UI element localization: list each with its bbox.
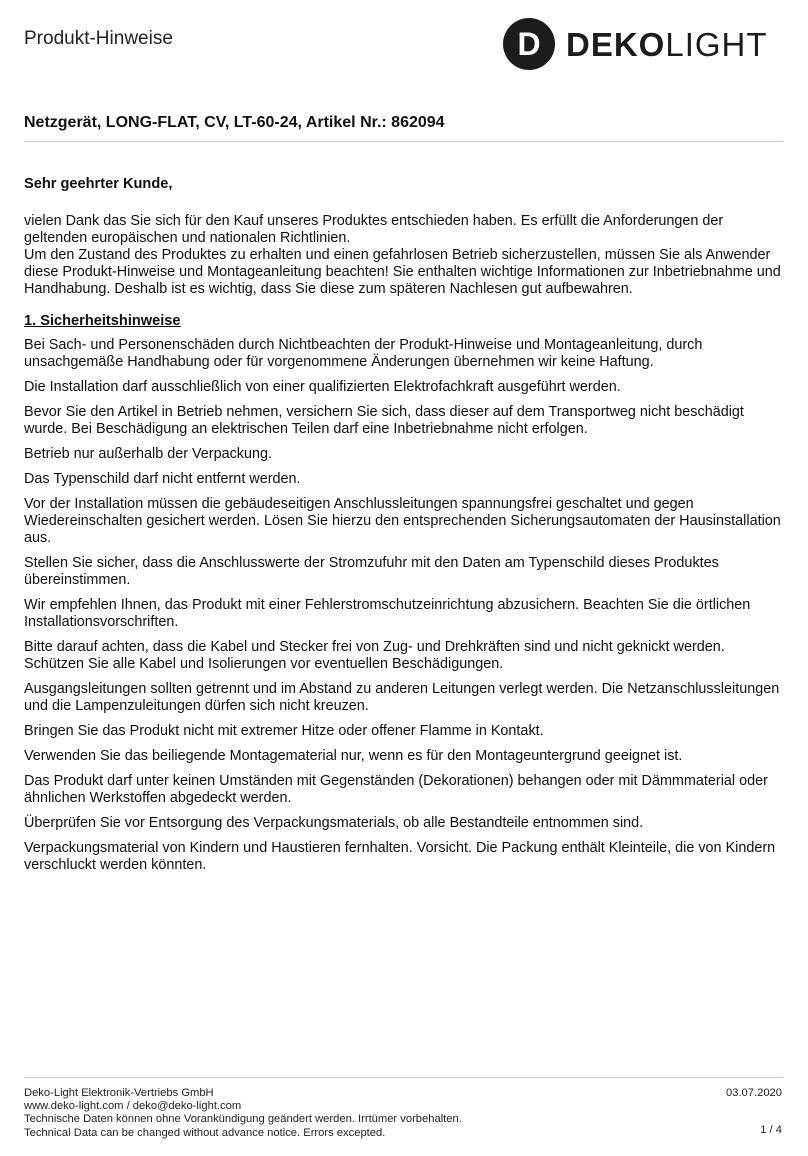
header-divider bbox=[24, 141, 783, 142]
safety-paragraph: Bitte darauf achten, dass die Kabel und Stecker frei von Zug- und Drehkräften sind und nicht geknickt werden. Schützen Sie alle Kabel und Isolierungen vor eventuellen Beschädigungen. bbox=[24, 639, 725, 672]
greeting: Sehr geehrter Kunde, bbox=[24, 176, 173, 192]
safety-paragraph: Verpackungsmaterial von Kindern und Haustieren fernhalten. Vorsicht. Die Packung enthält Kleinteile, die von Kindern verschluckt werden könnten. bbox=[24, 840, 776, 873]
intro-paragraph: vielen Dank das Sie sich für den Kauf unseres Produktes entschieden haben. Es erfüllt die Anforderungen der geltenden europäischen und nationalen Richtlinien. Um den Zustand des Produktes zu erhalten und einen gefahrlosen Betrieb sicherzustellen, müssen Sie als Anwender diese Produkt-Hinweise und Montageanleitung beachten! Sie enthalten wichtige Informationen zur Inbetriebnahme und Handhabung. Deshalb ist es wichtig, dass Sie diese zum späteren Nachlesen gut aufbewahren. bbox=[24, 213, 781, 297]
logo-wordmark-bold: DEKO bbox=[566, 25, 666, 63]
page-number: 1 / 4 bbox=[760, 1124, 782, 1136]
safety-paragraph: Betrieb nur außerhalb der Verpackung. bbox=[24, 446, 272, 462]
logo-letter: D bbox=[517, 26, 541, 62]
safety-paragraph: Überprüfen Sie vor Entsorgung des Verpackungsmaterials, ob alle Bestandteile entnommen sind. bbox=[24, 815, 644, 831]
logo-wordmark-light: LIGHT bbox=[665, 25, 768, 63]
product-title: Netzgerät, LONG-FLAT, CV, LT-60-24, Artikel Nr.: 862094 bbox=[24, 114, 445, 131]
footer-company: Deko-Light Elektronik-Vertriebs GmbH bbox=[24, 1087, 214, 1099]
logo-wordmark bbox=[566, 25, 768, 63]
brand-logo bbox=[502, 16, 784, 72]
section-heading-safety: 1. Sicherheitshinweise bbox=[24, 313, 181, 329]
safety-paragraph: Die Installation darf ausschließlich von einer qualifizierten Elektrofachkraft ausgeführt werden. bbox=[24, 379, 621, 395]
safety-paragraph-list bbox=[24, 337, 786, 874]
document-type-title: Produkt-Hinweise bbox=[24, 28, 173, 49]
document-body bbox=[24, 176, 786, 882]
safety-paragraph: Bei Sach- und Personenschäden durch Nichtbeachten der Produkt-Hinweise und Montageanleitung, durch unsachgemäße Handhabung oder für vorgenommene Änderungen übernehmen wir keine Haftung. bbox=[24, 337, 703, 370]
safety-paragraph: Das Typenschild darf nicht entfernt werden. bbox=[24, 471, 301, 487]
safety-paragraph: Verwenden Sie das beiliegende Montagematerial nur, wenn es für den Montageuntergrund geeignet ist. bbox=[24, 748, 683, 764]
safety-paragraph: Ausgangsleitungen sollten getrennt und im Abstand zu anderen Leitungen verlegt werden. Die Netzanschlussleitungen und die Lampenzuleitungen dürfen sich nicht kreuzen. bbox=[24, 681, 780, 714]
footer-divider bbox=[24, 1077, 783, 1078]
footer-info bbox=[24, 1087, 564, 1140]
safety-paragraph: Stellen Sie sicher, dass die Anschlusswerte der Stromzufuhr mit den Daten am Typenschild dieses Produktes übereinstimmen. bbox=[24, 555, 719, 588]
safety-paragraph: Wir empfehlen Ihnen, das Produkt mit einer Fehlerstromschutzeinrichtung abzusichern. Beachten Sie die örtlichen Installationsvorschriften. bbox=[24, 597, 751, 630]
safety-paragraph: Das Produkt darf unter keinen Umständen mit Gegenständen (Dekorationen) behangen oder mit Dämmmaterial oder ähnlichen Werkstoffen abgedeckt werden. bbox=[24, 773, 768, 806]
safety-paragraph: Bevor Sie den Artikel in Betrieb nehmen, versichern Sie sich, dass dieser auf dem Transportweg nicht beschädigt wurde. Bei Beschädigung an elektrischen Teilen darf eine Inbetriebnahme nicht erfolgen. bbox=[24, 404, 744, 437]
safety-paragraph: Vor der Installation müssen die gebäudeseitigen Anschlussleitungen spannungsfrei geschaltet und gegen Wiedereinschalten gesichert werden. Lösen Sie hierzu den entsprechenden Sicherungsautomaten der Hausinstallation aus. bbox=[24, 496, 781, 546]
footer-date: 03.07.2020 bbox=[726, 1087, 782, 1099]
footer-disclaimer-en: Technical Data can be changed without advance notice. Errors excepted. bbox=[24, 1126, 386, 1139]
footer-contact: www.deko-light.com / deko@deko-light.com bbox=[24, 1100, 242, 1113]
dekolight-logo-icon bbox=[502, 17, 556, 71]
safety-paragraph: Bringen Sie das Produkt nicht mit extremer Hitze oder offener Flamme in Kontakt. bbox=[24, 723, 544, 739]
footer-disclaimer-de: Technische Daten können ohne Vorankündigung geändert werden. Irrtümer vorbehalten. bbox=[24, 1113, 462, 1126]
